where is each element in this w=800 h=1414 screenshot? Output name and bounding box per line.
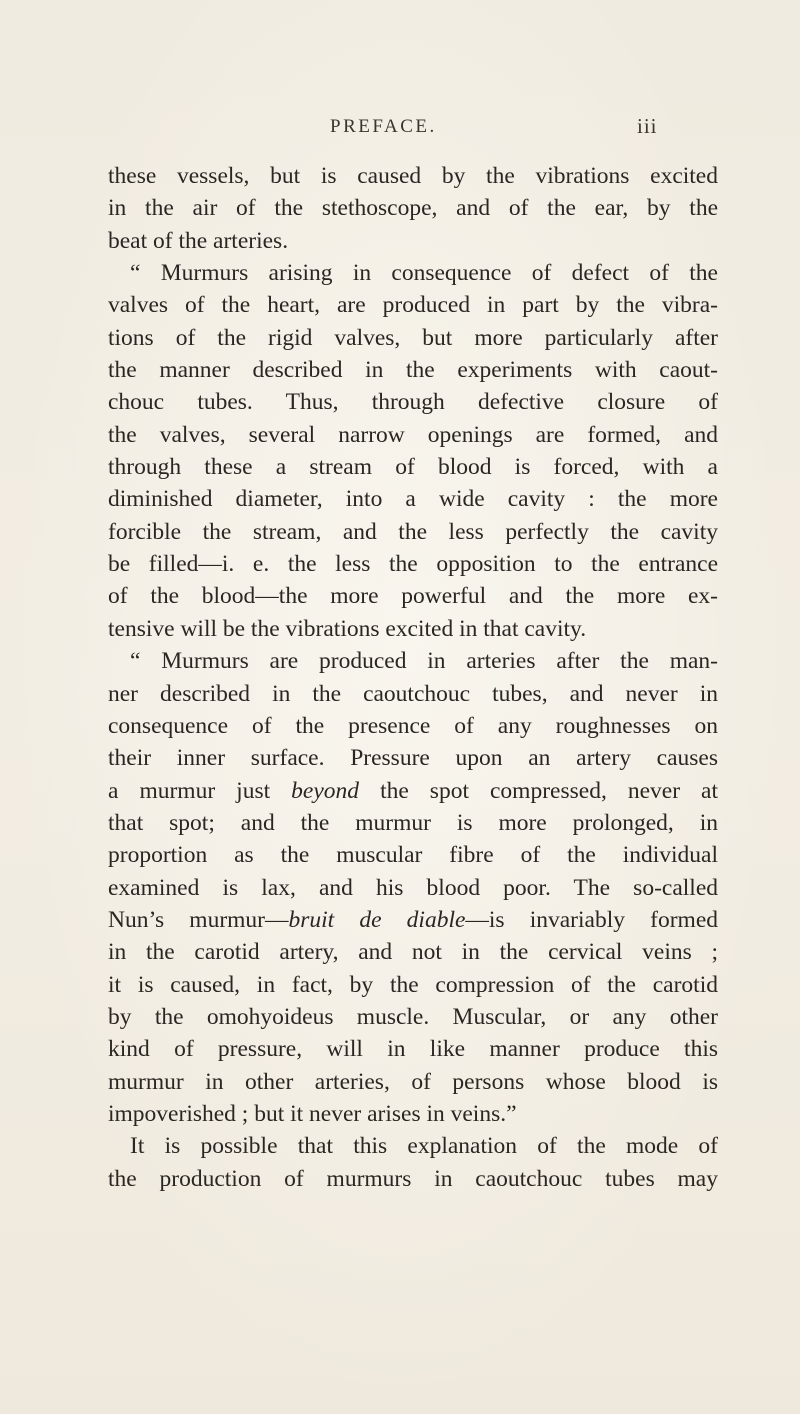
italic-phrase: bruit de diable bbox=[288, 906, 466, 933]
text-line: “ Murmurs are produced in arteries after the man- bbox=[130, 648, 718, 675]
text-line: impoverished ; but it never arises in veins.” bbox=[108, 1100, 517, 1127]
text-line: the valves, several narrow openings are formed, and bbox=[108, 421, 718, 448]
text-line: through these a stream of blood is forced, with a bbox=[108, 454, 718, 481]
body-text bbox=[108, 160, 718, 1195]
text-run: Nun’s murmur— bbox=[108, 906, 289, 933]
text-line: It is possible that this explanation of the mode of bbox=[130, 1133, 718, 1160]
text-line: “ Murmurs arising in consequence of defect of the bbox=[130, 260, 718, 287]
page-number: iii bbox=[637, 114, 658, 138]
text-line: of the blood—the more powerful and the more ex- bbox=[108, 583, 718, 610]
text-line: beat of the arteries. bbox=[108, 227, 289, 254]
text-line: by the omohyoideus muscle. Muscular, or any other bbox=[108, 1003, 718, 1030]
text-line: that spot; and the murmur is more prolonged, in bbox=[108, 809, 718, 836]
text-line: examined is lax, and his blood poor. The so-called bbox=[108, 874, 718, 901]
text-run: a murmur just bbox=[108, 777, 292, 804]
text-line: be filled—i. e. the less the opposition to the entrance bbox=[108, 551, 718, 578]
text-line: chouc tubes. Thus, through defective closure of bbox=[108, 389, 718, 416]
text-line bbox=[108, 904, 718, 936]
text-run: the spot compressed, never at bbox=[359, 777, 719, 804]
text-line: ner described in the caoutchouc tubes, and never in bbox=[108, 680, 718, 707]
text-line: in the air of the stethoscope, and of the ear, by the bbox=[108, 195, 718, 222]
text-run: —is invariably formed bbox=[465, 906, 718, 933]
text-line: consequence of the presence of any roughnesses on bbox=[108, 712, 718, 739]
text-line: tensive will be the vibrations excited in that cavity. bbox=[108, 615, 587, 642]
text-line: their inner surface. Pressure upon an artery causes bbox=[108, 745, 718, 772]
text-line bbox=[108, 775, 718, 807]
text-line: proportion as the muscular fibre of the individual bbox=[108, 842, 718, 869]
text-line: tions of the rigid valves, but more particularly after bbox=[108, 324, 718, 351]
text-line: it is caused, in fact, by the compression of the carotid bbox=[108, 971, 718, 998]
text-line: the production of murmurs in caoutchouc tubes may bbox=[108, 1165, 718, 1192]
text-line: forcible the stream, and the less perfectly the cavity bbox=[108, 518, 718, 545]
text-line: the manner described in the experiments with caout- bbox=[108, 357, 718, 384]
italic-phrase: beyond bbox=[291, 777, 360, 804]
text-line: valves of the heart, are produced in part by the vibra- bbox=[108, 292, 718, 319]
text-line: diminished diameter, into a wide cavity : the more bbox=[108, 486, 718, 513]
text-line: murmur in other arteries, of persons whose blood is bbox=[108, 1068, 718, 1095]
text-line: these vessels, but is caused by the vibrations excited bbox=[108, 163, 718, 189]
text-line: kind of pressure, will in like manner produce this bbox=[108, 1036, 718, 1063]
running-head bbox=[0, 116, 800, 146]
text-line: in the carotid artery, and not in the cervical veins ; bbox=[108, 939, 718, 966]
running-title: PREFACE. bbox=[330, 116, 437, 137]
